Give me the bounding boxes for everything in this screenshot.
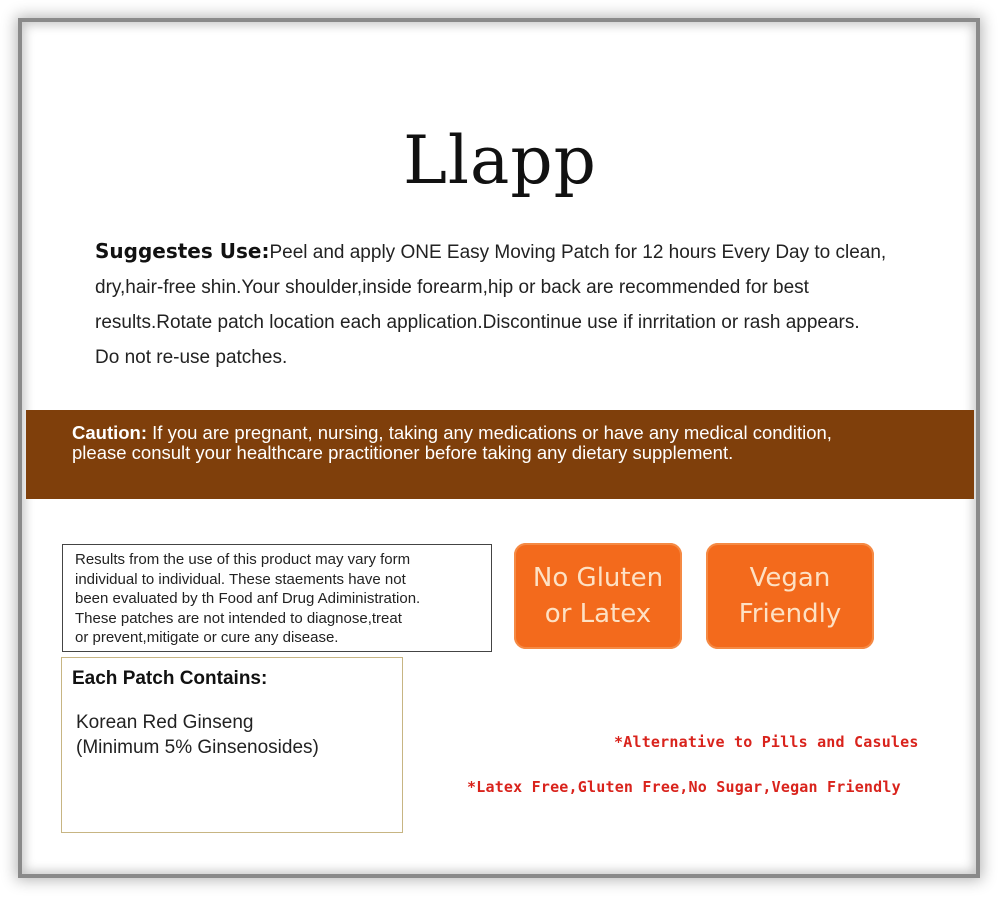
fda-disclaimer-box bbox=[62, 544, 492, 652]
suggested-use-line: Do not re-use patches. bbox=[95, 347, 288, 368]
caution-line-2: please consult your healthcare practitioner before taking any dietary supplement. bbox=[72, 442, 734, 463]
no-gluten-badge bbox=[514, 543, 682, 649]
caution-line-1: If you are pregnant, nursing, taking any medications or have any medical condition, bbox=[147, 422, 832, 443]
badge-line: Vegan bbox=[749, 563, 831, 593]
ingredients-box bbox=[61, 657, 403, 833]
caution-label: Caution: bbox=[72, 422, 148, 443]
caution-line bbox=[72, 423, 962, 443]
vegan-friendly-badge bbox=[706, 543, 874, 649]
badge-line: Friendly bbox=[738, 599, 842, 629]
badge-text bbox=[739, 560, 842, 632]
suggested-use-line: dry,hair-free shin.Your shoulder,inside forearm,hip or back are recommended for best bbox=[95, 277, 809, 298]
disclaimer-line: or prevent,mitigate or cure any disease. bbox=[75, 629, 339, 646]
ingredient-name: Korean Red Ginseng bbox=[76, 712, 254, 733]
disclaimer-line: individual to individual. These staements have not bbox=[75, 570, 406, 588]
disclaimer-line: These patches are not intended to diagnose,treat bbox=[75, 609, 402, 627]
caution-text bbox=[72, 423, 962, 463]
brand-title: Llapp bbox=[403, 122, 597, 199]
caution-banner bbox=[26, 410, 974, 499]
disclaimer-line: been evaluated by th Food anf Drug Adiministration. bbox=[75, 590, 421, 607]
suggested-use-text: Peel and apply ONE Easy Moving Patch for 12 hours Every Day to clean, bbox=[269, 242, 887, 263]
badge-text bbox=[533, 560, 663, 632]
suggested-use bbox=[95, 234, 975, 375]
badge-line: No Gluten bbox=[532, 563, 664, 593]
disclaimer-line: Results from the use of this product may vary form bbox=[75, 551, 411, 568]
suggested-use-line: results.Rotate patch location each application.Discontinue use if inrritation or rash appears. bbox=[95, 312, 860, 333]
suggested-use-line bbox=[95, 234, 975, 270]
ingredients-list bbox=[76, 710, 319, 760]
badge-line: or Latex bbox=[544, 599, 652, 629]
suggested-use-label: Suggestes Use: bbox=[95, 239, 270, 263]
alternative-note: *Alternative to Pills and Casules bbox=[614, 733, 919, 751]
ingredients-title: Each Patch Contains: bbox=[72, 668, 268, 689]
free-from-note: *Latex Free,Gluten Free,No Sugar,Vegan Friendly bbox=[467, 778, 901, 796]
ingredient-detail: (Minimum 5% Ginsenosides) bbox=[76, 737, 319, 758]
